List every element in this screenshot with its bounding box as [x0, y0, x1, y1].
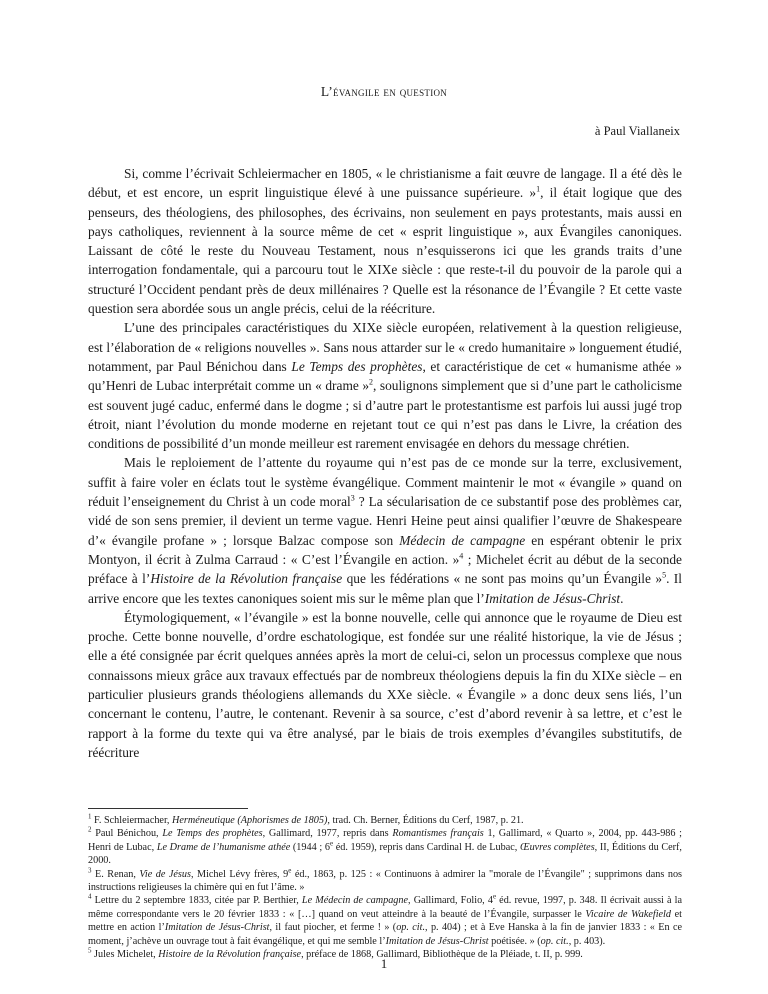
footnote-ref-2[interactable]: 2: [369, 377, 374, 387]
footnote-number: 4: [88, 893, 92, 902]
paragraph-text: en espérant obtenir le prix Montyon, il écrit à Zulma Carraud : « C’est l’Évangile en action. »: [88, 532, 683, 567]
italic-title: Œuvres complètes: [519, 841, 595, 853]
footnote-number: 5: [88, 946, 92, 955]
footnote-4: [88, 894, 682, 948]
paragraph-text: Étymologiquement, « l’évangile » est la bonne nouvelle, celle qui annonce que le royaume de Dieu est proche. Cette bonne nouvelle, d’ordre eschatologique, est fondée sur une réalité historique, la vie de Jésus ; elle a été consignée par écrit quelques années après la mort de celui-ci, selon un processus complexe que nous connaissons mieux grâce aux travaux effectués par de nombreux théologiens depuis la fin du XIXe siècle – en particulier plusieurs grands théologiens allemands du XXe siècle. « Évangile » a donc deux sens liés, l’un concernant le contenu, l’autre, le contenant. Revenir à sa source, c’est d’abord revenir à sa lettre, et c’est le rapport à la forme du texte qui va être analysé, par le biais de trois exemples d’évangiles substitutifs, de réécriture: [88, 609, 682, 760]
paragraph-text: L’une des principales caractéristiques du XIXe siècle européen, relativement à la question religieuse, est l’élaboration de « religions nouvelles ». Sans nous attarder sur le « credo humanitaire » longuement étudié, notamment, par Paul Bénichou dans: [88, 320, 682, 374]
footnote-3: [88, 868, 682, 895]
footnote-text: 1, Gallimard, « Quarto », 2004, pp. 443-986 ; Henri de Lubac,: [88, 828, 683, 853]
italic-title: Histoire de la Révolution française: [150, 571, 343, 587]
footnote-number: 2: [88, 826, 92, 835]
paragraph-text: Mais le reploiement de l’attente du royaume qui n’est pas de ce monde sur la terre, exclusivement, suffit à faire voler en éclats tout le système évangélique. Comment maintenir le mot « évangile » quand on réduit l’enseignement du Christ à un code moral: [88, 455, 682, 510]
italic-title: Le Médecin de campagne: [301, 895, 409, 907]
italic-title: Imitation de Jésus-Christ: [385, 935, 489, 947]
body-text: [88, 164, 682, 762]
footnote-text: Paul Bénichou,: [91, 828, 163, 840]
paragraph-text: que les fédérations « ne sont pas moins qu’un Évangile »: [342, 571, 663, 587]
footnote-separator: [88, 808, 248, 809]
italic-title: Histoire de la Révolution française: [158, 949, 302, 961]
paragraph-1: [88, 164, 682, 318]
italic-title: Médecin de campagne: [399, 532, 526, 548]
paragraph-4: [88, 608, 682, 762]
footnote-text: , Michel Lévy frères, 9: [190, 868, 289, 880]
paragraph-text: , il était logique que des penseurs, des théologiens, des philosophes, des écrivains, non seulement en pays protestants, mais aussi en pays catholiques, reviennent à la source même de cet « esprit linguistique », aux Évangiles canoniques. Laissant de côté le reste du Nouveau Testament, nous n’esquisserons ici que les grands traits d’une interrogation fondamentale, qui a parcouru tout le XIXe siècle : que reste-t-il du pouvoir de la parole qui a structuré l’Occident pendant près de deux millénaires ? Quelle est la résonance de l’Évangile ? Et cette vaste question sera abordée sous un angle précis, celui de la réécriture.: [88, 185, 682, 317]
italic-title: Imitation de Jésus-Christ: [164, 922, 270, 934]
footnote-text: F. Schleiermacher,: [91, 815, 173, 826]
page-number: 1: [380, 956, 388, 971]
paragraph-text: ; Michelet écrit au début de la seconde préface à l’: [88, 551, 683, 587]
footnote-ref-1[interactable]: 1: [536, 184, 541, 194]
italic-title: Imitation de Jésus-Christ: [484, 590, 621, 606]
footnote-text: , préface de 1868, Gallimard, Bibliothèque de la Pléiade, t. II, p. 999.: [301, 949, 583, 961]
footnote-text: éd., 1863, p. 125 : « Continuons à admirer la "morale de l’Évangile" ; supprimons dans nos instructions religieuses la chimère qui en fut l’âme. »: [88, 868, 682, 894]
ordinal-suffix: e: [288, 866, 292, 875]
paragraph-2: [88, 318, 682, 453]
footnote-text: , il faut piocher, et ferme ! » (: [269, 922, 397, 934]
footnote-ref-5[interactable]: 5: [662, 570, 667, 580]
footnote-text: , Gallimard, 1977, repris dans: [262, 828, 393, 840]
footnote-number: 3: [88, 866, 92, 875]
italic-title: Vicaire de Wakefield: [585, 908, 671, 920]
title-prefix: L’: [320, 84, 334, 99]
paragraph-text: , et caractéristique de cet « humanisme athée » qu’Henri de Lubac interprétait comme un « drame »: [88, 358, 682, 394]
paragraph-text: , soulignons simplement que si d’une part le catholicisme est souvent jugé caduc, enfermé dans le dogme ; si d’autre part le protestantisme est parfois lui aussi jugé trop étroit, niant l’évolution du monde moderne en rejetant tout ce qui n’est pas dans le Livre, la création des conditions de possibilité d’un monde meilleur est rarement envisagée en dehors du message chrétien.: [88, 378, 682, 452]
ordinal-suffix: e: [492, 893, 497, 902]
footnote-text: éd. 1959), repris dans Cardinal H. de Lubac,: [333, 841, 520, 853]
italic-title: op. cit.: [396, 922, 426, 934]
paragraph-text: .: [620, 590, 624, 606]
italic-title: Herméneutique (Aphorismes de 1805): [172, 815, 328, 826]
italic-title: Le Temps des prophètes: [291, 358, 423, 374]
footnote-ref-4[interactable]: 4: [459, 551, 464, 561]
footnote-text: , II, Éditions du Cerf, 2000.: [88, 841, 682, 867]
footnote-text: Lettre du 2 septembre 1833, citée par P. Berthier,: [91, 895, 302, 907]
italic-title: Vie de Jésus: [139, 868, 191, 880]
paragraph-3: [88, 453, 682, 607]
footnote-text: , p. 404) ; et à Eve Hanska à la fin de janvier 1833 : « En ce moment, j’achève un ouvrage tout à fait évangélique, et qui me semble l’: [88, 922, 683, 947]
footnote-text: , trad. Ch. Berner, Éditions du Cerf, 1987, p. 21.: [327, 815, 524, 826]
footnote-1: [88, 814, 682, 827]
paragraph-text: . Il arrive encore que les textes canoniques soient mis sur le même plan que l’: [88, 571, 682, 606]
italic-title: Le Temps des prophètes: [162, 828, 263, 840]
footnotes: [88, 814, 682, 961]
footnote-text: , Gallimard, Folio, 4: [408, 895, 493, 907]
footnote-text: (1944 ; 6: [290, 841, 330, 853]
footnote-text: E. Renan,: [91, 868, 140, 880]
italic-title: Le Drame de l’humanisme athée: [156, 841, 291, 853]
dedication: à Paul Viallaneix: [594, 124, 680, 138]
footnote-number: 1: [88, 812, 92, 821]
footnote-2: [88, 827, 682, 867]
italic-title: op. cit.: [540, 935, 569, 947]
footnote-text: Jules Michelet,: [91, 949, 159, 961]
ordinal-suffix: e: [329, 839, 334, 848]
footnote-ref-3[interactable]: 3: [350, 493, 355, 503]
paragraph-text: Si, comme l’écrivait Schleiermacher en 1805, « le christianisme a fait œuvre de langage. Il a été dès le début, et est encore, un esprit linguistique élevé à une puissance supérieure. »: [88, 166, 682, 201]
footnote-text: poétisée. » (: [488, 935, 541, 947]
title-small-caps: évangile en question: [333, 84, 448, 99]
paragraph-text: ? La sécularisation de ce substantif pose des problèmes car, vidé de son sens premier, il devient un terme vague. Henri Heine peut ainsi qualifier l’œuvre de Shakespeare d’« évangile profane » ; lorsque Balzac compose son: [88, 494, 682, 548]
footnote-text: éd. revue, 1997, p. 348. Il écrivait aussi à la même correspondante vers le 20 février 1833 : « […] quand on veut atteindre à la beauté de l’Évangile, surpasser le: [88, 895, 682, 920]
footnote-text: , p. 403).: [568, 935, 606, 947]
document-title: [0, 84, 768, 100]
footnote-text: et mettre en action l’: [88, 908, 682, 934]
italic-title: Romantismes français: [392, 828, 484, 840]
